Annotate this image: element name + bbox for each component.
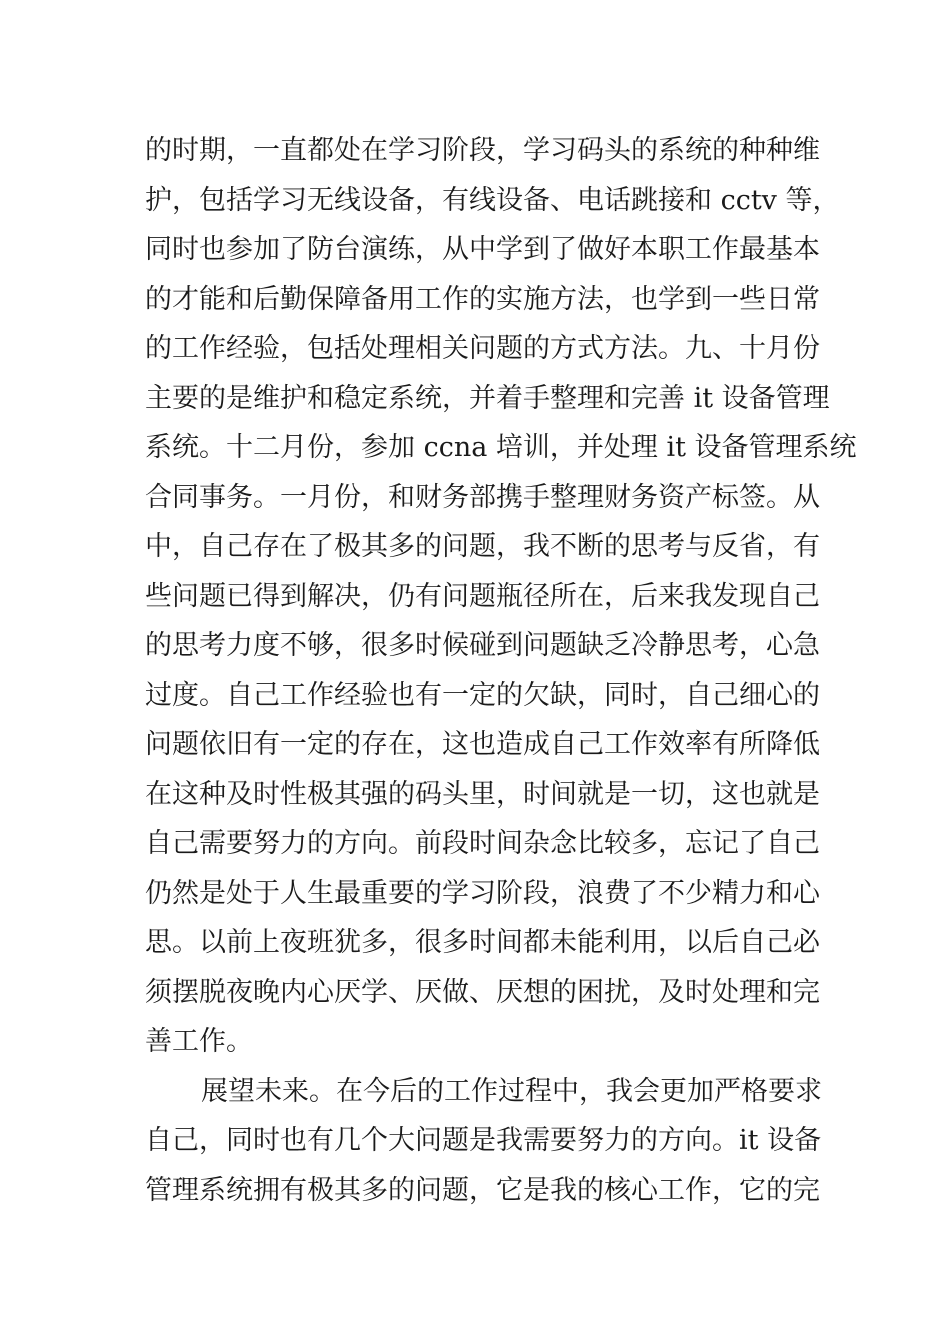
text-line: 合同事务。一月份，和财务部携手整理财务资产标签。从 <box>145 481 820 513</box>
text-line: 些问题已得到解决，仍有问题瓶径所在，后来我发现自己 <box>145 580 820 612</box>
document-body <box>145 126 857 1215</box>
text-line: 仍然是处于人生最重要的学习阶段，浪费了不少精力和心 <box>145 877 820 909</box>
paragraph-1 <box>145 126 857 1067</box>
text-line: 问题依旧有一定的存在，这也造成自己工作效率有所降低 <box>145 729 820 760</box>
text-line-first: 展望未来。在今后的工作过程中，我会更加严格要求 <box>201 1075 822 1107</box>
text-line: 中，自己存在了极其多的问题，我不断的思考与反省，有 <box>145 531 820 562</box>
text-line: 的时期，一直都处在学习阶段，学习码头的系统的种种维 <box>145 135 820 166</box>
text-line: 思。以前上夜班犹多，很多时间都未能利用，以后自己必 <box>145 927 820 958</box>
text-line: 的思考力度不够，很多时候碰到问题缺乏冷静思考，心急 <box>145 630 820 661</box>
text-line: 在这种及时性极其强的码头里，时间就是一切，这也就是 <box>145 778 820 810</box>
text-line: 的工作经验，包括处理相关问题的方式方法。九、十月份 <box>145 333 820 364</box>
text-line: 须摆脱夜晚内心厌学、厌做、厌想的困扰，及时处理和完 <box>145 976 820 1008</box>
paragraph-2 <box>145 1067 822 1216</box>
text-line: 的才能和后勤保障备用工作的实施方法，也学到一些日常 <box>145 283 820 315</box>
text-line: 过度。自己工作经验也有一定的欠缺，同时，自己细心的 <box>145 679 820 711</box>
text-line: 护，包括学习无线设备，有线设备、电话跳接和 cctv 等， <box>145 184 840 216</box>
text-line: 同时也参加了防台演练，从中学到了做好本职工作最基本 <box>145 234 820 265</box>
text-line: 管理系统拥有极其多的问题，它是我的核心工作，它的完 <box>145 1174 820 1206</box>
text-line: 自己需要努力的方向。前段时间杂念比较多，忘记了自己 <box>145 828 820 859</box>
text-line: 自己，同时也有几个大问题是我需要努力的方向。it 设备 <box>145 1125 822 1156</box>
text-line: 系统。十二月份，参加 ccna 培训，并处理 it 设备管理系统 <box>145 432 857 463</box>
text-line: 主要的是维护和稳定系统，并着手整理和完善 it 设备管理 <box>145 382 830 414</box>
text-line-last: 善工作。 <box>145 1026 253 1057</box>
